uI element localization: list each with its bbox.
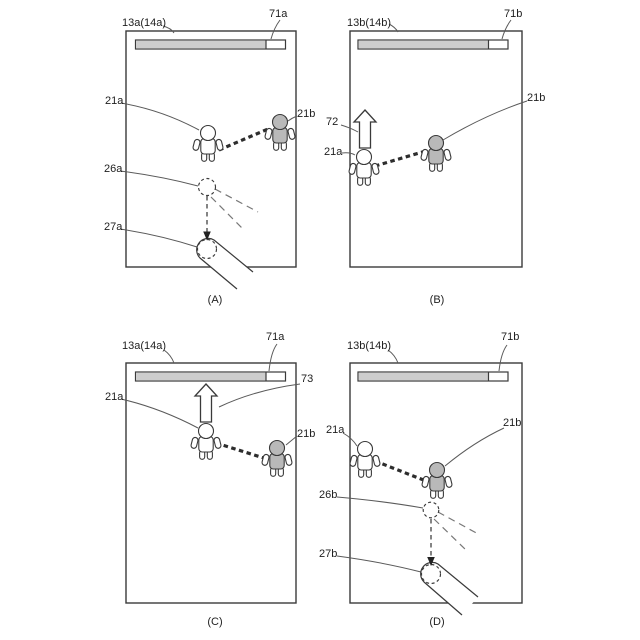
ref-label-21a-c: 21a [105,391,124,403]
ref-label-21b-b: 21b [527,92,546,104]
progress-fill [136,41,265,49]
panel-caption-b: (B) [429,294,445,306]
progress-fill [136,373,265,381]
ref-label-21b-d: 21b [503,417,522,429]
progress-bar-71b [358,40,508,49]
panel-a [120,20,297,289]
panel-d [337,345,522,615]
ref-label-21a-b: 21a [324,146,343,158]
ref-label-bar-b: 71b [504,8,523,20]
ref-label-27a: 27a [104,221,123,233]
ref-label-screen-a: 13a(14a) [122,17,167,29]
panel-caption-d: (D) [429,616,445,628]
progress-bar-71b-d [358,372,508,381]
ref-label-bar-c: 71a [266,331,285,343]
progress-bar-71a-c [136,372,286,381]
ref-label-26a: 26a [104,163,123,175]
ref-label-21b-a: 21b [297,108,316,120]
panel-c [121,344,300,603]
ref-label-73: 73 [301,373,314,385]
ref-label-bar-d: 71b [501,331,520,343]
ref-label-21a-d: 21a [326,424,345,436]
ref-label-27b: 27b [319,548,338,560]
progress-fill [359,41,488,49]
ref-label-21a-a: 21a [105,95,124,107]
ref-label-screen-b: 13b(14b) [347,17,392,29]
ref-label-screen-c: 13a(14a) [122,340,167,352]
panel-caption-a: (A) [207,294,223,306]
ref-label-26b: 26b [319,489,338,501]
progress-fill [359,373,488,381]
panel-b [341,20,527,267]
progress-bar-71a [136,40,286,49]
panel-caption-c: (C) [207,616,223,628]
ref-label-21b-c: 21b [297,428,316,440]
ref-label-72: 72 [326,116,339,128]
ref-label-screen-d: 13b(14b) [347,340,392,352]
ref-label-bar-a: 71a [269,8,288,20]
